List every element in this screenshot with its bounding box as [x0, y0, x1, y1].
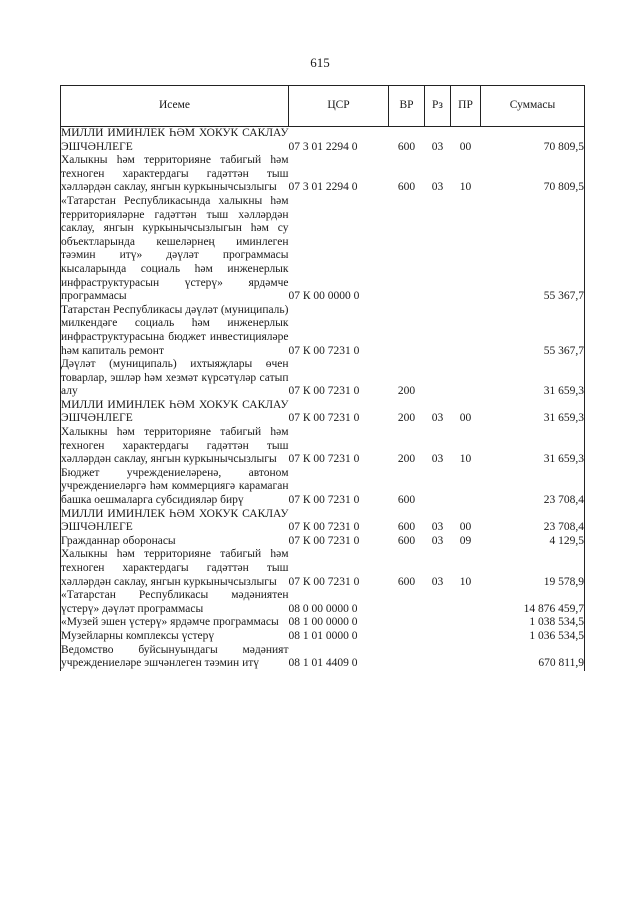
table-row [61, 399, 585, 426]
row-rz [425, 616, 451, 630]
row-vr [389, 589, 425, 616]
header-name: Исеме [61, 86, 289, 127]
row-csr: 07 К 00 7231 0 [288, 494, 360, 507]
row-vr: 600 [397, 494, 416, 507]
row-csr: 07 3 01 2294 0 [288, 181, 358, 194]
row-pr [451, 195, 481, 304]
row-vr: 200 [397, 453, 416, 466]
row-pr [451, 304, 481, 358]
row-csr: 08 0 00 0000 0 [288, 602, 358, 615]
row-amount: 19 578,9 [481, 548, 585, 589]
row-name: МИЛЛИ ИМИНЛЕК ҺӘМ ХОКУК САКЛАУ ЭШЧӘНЛЕГЕ [61, 127, 289, 153]
row-vr [389, 630, 425, 644]
budget-table [60, 85, 585, 671]
row-csr: 07 К 00 7231 0 [288, 521, 360, 534]
table-row [61, 304, 585, 358]
row-csr: 07 К 00 7231 0 [288, 385, 360, 398]
row-vr: 600 [397, 534, 416, 547]
table-body [61, 127, 585, 671]
row-amount: 4 129,5 [481, 535, 585, 549]
row-pr: 00 [459, 412, 472, 425]
row-csr: 07 К 00 7231 0 [288, 534, 360, 547]
row-rz: 03 [431, 521, 444, 534]
table-row [61, 630, 585, 644]
row-rz: 03 [431, 140, 444, 153]
row-rz: 03 [431, 534, 444, 547]
row-vr: 600 [397, 575, 416, 588]
row-amount: 31 659,3 [481, 358, 585, 399]
row-pr: 00 [459, 140, 472, 153]
row-pr [451, 467, 481, 508]
table-row [61, 508, 585, 535]
row-rz [425, 304, 451, 358]
row-rz: 03 [431, 453, 444, 466]
row-amount: 670 811,9 [481, 644, 585, 671]
row-name: «Татарстан Республикасы мәдәниятен үстерү» дәүләт программасы [61, 589, 289, 615]
row-amount: 1 036 534,5 [481, 630, 585, 644]
header-amount: Суммасы [481, 86, 585, 127]
row-amount: 23 708,4 [481, 467, 585, 508]
row-vr [389, 195, 425, 304]
row-rz: 03 [431, 575, 444, 588]
table-row [61, 616, 585, 630]
row-rz [425, 467, 451, 508]
row-rz [425, 644, 451, 671]
row-pr: 00 [459, 521, 472, 534]
row-pr: 10 [459, 575, 472, 588]
row-pr [451, 358, 481, 399]
table-row [61, 589, 585, 616]
row-pr: 10 [459, 453, 472, 466]
row-csr: 07 К 00 7231 0 [288, 412, 360, 425]
table-row [61, 548, 585, 589]
row-amount: 23 708,4 [481, 508, 585, 535]
row-amount: 14 876 459,7 [481, 589, 585, 616]
header-pr: ПР [451, 86, 481, 127]
row-vr [389, 616, 425, 630]
table-header-row [61, 86, 585, 127]
row-amount: 55 367,7 [481, 195, 585, 304]
row-rz [425, 358, 451, 399]
row-pr [451, 630, 481, 644]
row-amount: 31 659,3 [481, 399, 585, 426]
header-vr: ВР [389, 86, 425, 127]
row-pr: 10 [459, 181, 472, 194]
row-csr: 08 1 00 0000 0 [288, 616, 358, 629]
row-name: «Татарстан Республикасында халыкны һәм территорияләрне гадәттән тыш хәлләрдән саклау, янгын куркынычсызлыгын һәм су объектларында кешеләрнең иминлеген тәэмин итү» дәүләт программасы кысаларында социаль һәм инженерлык инфраструктурасын үстерү» ярдәмче программасы [61, 194, 289, 303]
row-amount: 1 038 534,5 [481, 616, 585, 630]
row-csr: 07 3 01 2294 0 [288, 140, 358, 153]
row-vr: 600 [397, 140, 416, 153]
row-rz: 03 [431, 412, 444, 425]
row-name: МИЛЛИ ИМИНЛЕК ҺӘМ ХОКУК САКЛАУ ЭШЧӘНЛЕГЕ [61, 507, 289, 534]
row-amount: 55 367,7 [481, 304, 585, 358]
row-amount: 31 659,3 [481, 426, 585, 467]
row-vr: 600 [397, 181, 416, 194]
row-vr: 200 [397, 385, 416, 398]
row-name: Халыкны һәм территорияне табигый һәм техноген характердагы гадәттән тыш хәлләрдән саклау, янгын куркынычсызлыгы [61, 548, 289, 588]
page-number: 615 [310, 55, 330, 70]
row-pr: 09 [459, 534, 472, 547]
row-vr: 600 [397, 521, 416, 534]
table-row [61, 467, 585, 508]
table-row [61, 195, 585, 304]
row-name: Халыкны һәм территорияне табигый һәм техноген характердагы гадәттән тыш хәлләрдән саклау, янгын куркынычсызлыгы [61, 154, 289, 194]
row-vr [389, 304, 425, 358]
row-pr [451, 644, 481, 671]
row-name: Ведомство буйсынуындагы мәдәният учреждениеләре эшчәнлеген тәэмин итү [61, 643, 289, 670]
row-name: «Музей эшен үстерү» ярдәмче программасы [61, 616, 289, 630]
row-name: Татарстан Республикасы дәүләт (муниципаль) милкендәге социаль һәм инженерлык инфраструктурасына бюджет инвестицияләре һәм капиталь ремонт [61, 303, 289, 357]
row-csr: 07 К 00 0000 0 [288, 290, 360, 303]
header-rz: Рз [425, 86, 451, 127]
row-vr [389, 644, 425, 671]
row-name: Халыкны һәм территорияне табигый һәм техноген характердагы гадәттән тыш хәлләрдән саклау, янгын куркынычсызлыгы [61, 426, 289, 466]
row-name: Бюджет учреждениеләренә, автоном учреждениеләргә һәм коммерциягә карамаган башка оешмаларга субсидияләр бирү [61, 466, 289, 507]
table-row [61, 644, 585, 671]
row-csr: 08 1 01 0000 0 [288, 629, 358, 642]
row-csr: 08 1 01 4409 0 [288, 657, 358, 670]
row-rz [425, 195, 451, 304]
row-name: Музейларны комплексы үстерү [61, 630, 289, 644]
table-row [61, 358, 585, 399]
table-row [61, 426, 585, 467]
row-csr: 07 К 00 7231 0 [288, 344, 360, 357]
row-rz: 03 [431, 181, 444, 194]
row-name: МИЛЛИ ИМИНЛЕК ҺӘМ ХОКУК САКЛАУ ЭШЧӘНЛЕГЕ [61, 398, 289, 425]
row-name: Дәүләт (муниципаль) ихтыяҗлары өчен товарлар, эшләр һәм хезмәт күрсәтүләр сатып алу [61, 358, 289, 398]
header-csr: ЦСР [289, 86, 389, 127]
row-csr: 07 К 00 7231 0 [288, 453, 360, 466]
table-row [61, 535, 585, 549]
row-rz [425, 630, 451, 644]
row-pr [451, 589, 481, 616]
table-row [61, 154, 585, 195]
row-name: Гражданнар оборонасы [61, 535, 289, 549]
row-amount: 70 809,5 [481, 127, 585, 155]
row-csr: 07 К 00 7231 0 [288, 575, 360, 588]
row-pr [451, 616, 481, 630]
row-vr: 200 [397, 412, 416, 425]
row-rz [425, 589, 451, 616]
table-row [61, 127, 585, 155]
row-amount: 70 809,5 [481, 154, 585, 195]
